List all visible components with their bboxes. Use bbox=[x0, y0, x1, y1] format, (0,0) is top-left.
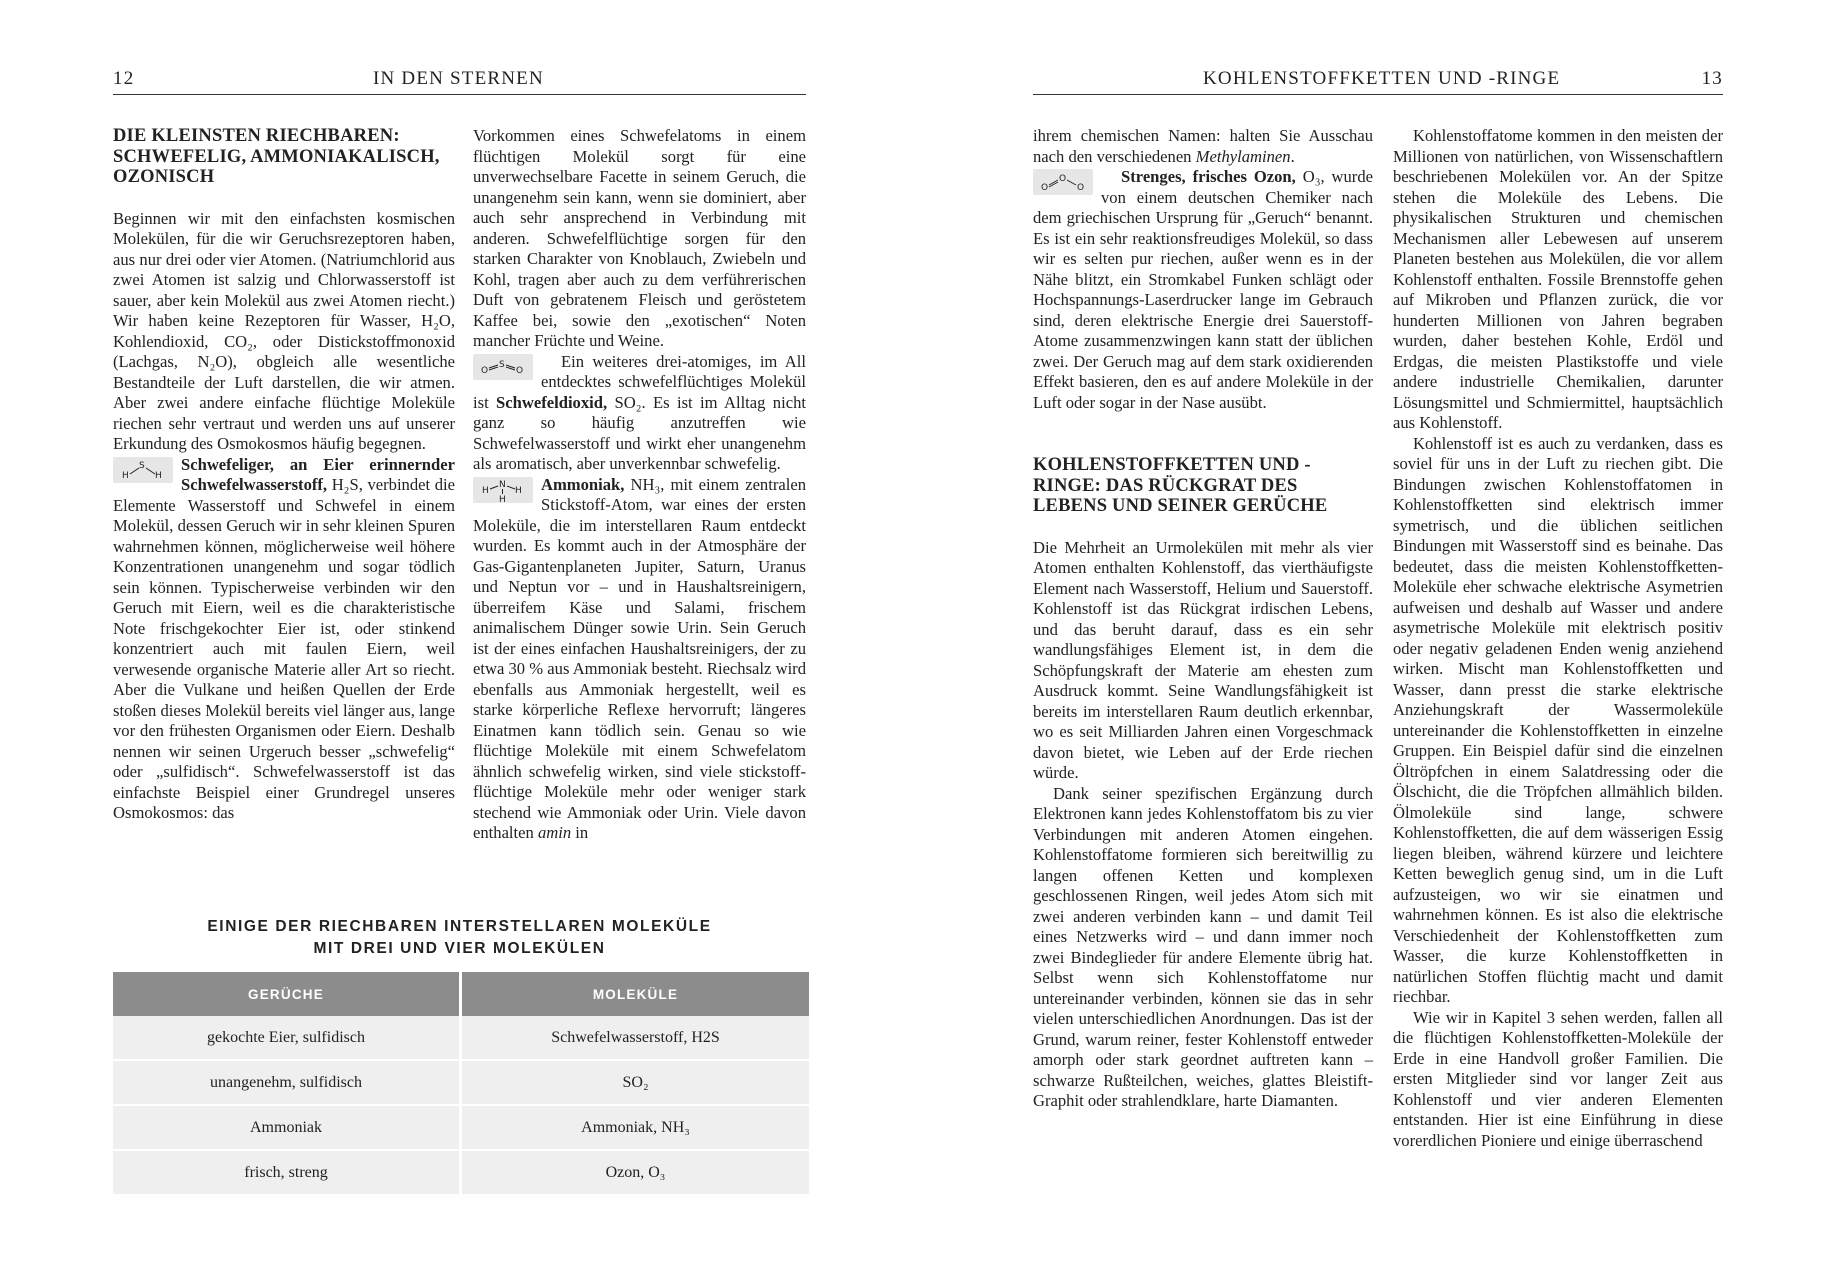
running-head bbox=[1033, 68, 1723, 95]
text-column-2 bbox=[473, 126, 806, 844]
paragraph: Kohlenstoffatome kommen in den meisten der Millionen von natürlichen, von Wissenschaftlern beschriebenen Molekülen vor. An der Spitze stehen die Moleküle des Lebens. Die physikalischen Strukturen und chemischen Mechanismen aller Lebewesen auf unserem Planeten bestehen aus Molekülen, die vor allem Kohlenstoff enthalten. Fossile Brennstoffe gehen auf Mikroben und Pflanzen zurück, die vor hunderten Millionen von Jahren begraben wurden, daher bestehen Kohle, Erdöl und Erdgas, die meisten Plastikstoffe und viele andere industrielle Chemikalien, darunter Lösungsmittel und Schmiermittel, hauptsächlich aus Kohlenstoff. bbox=[1393, 126, 1723, 432]
running-title: IN DEN STERNEN bbox=[373, 68, 544, 89]
spacer bbox=[1033, 413, 1373, 455]
column-header: GERÜCHE bbox=[113, 972, 462, 1016]
paragraph-text: NH₃, mit einem zentralen Stickstoff-Atom, war eines der ersten Moleküle, die im interstellaren Raum entdeckt wurden. Es kommt auch in der Atmosphäre der Gas-Gigantenplaneten Jupiter, Saturn, Uranus und Neptun vor – und in Haushaltsreinigern, überreifem Käse und Salami, frischem animalischem Dünger sowie Urin. Sein Geruch ist der eines einfachen Haushaltsreinigers, der zu etwa 30 % aus Ammoniak besteht. Riechsalz wird ebenfalls aus Ammoniak hergestellt, weil es starke körperliche Reflexe hervorruft; längeres Einatmen kann tödlich sein. Genau so wie flüchtige Moleküle mit einem Schwefelatom ähnlich schwefelig wirken, sind viele stickstoff-flüchtige Moleküle mehr oder weniger stark stechend wie Ammoniak oder Urin. Viele davon enthalten bbox=[473, 474, 806, 842]
paragraph-text: Ein weiteres drei-atomiges, im All entdecktes schwefelflüchtiges Molekül ist bbox=[473, 351, 806, 412]
page-number: 12 bbox=[113, 68, 135, 89]
svg-text:H: H bbox=[122, 470, 129, 481]
svg-text:H: H bbox=[482, 485, 489, 496]
text-column-4 bbox=[1393, 126, 1723, 1151]
paragraph-text: O₃, wurde von einem deutschen Chemiker nach dem griechischen Ursprung für „Geruch“ benannt. Es ist ein sehr reaktionsfreudiges Molekül, so dass wir es selten pur riechen, außer wenn es in der Nähe blitzt, ein Stromkabel Funken schlägt oder Hochspannungs-Laserdrucker lange im Gebrauch sind, deren elektrische Energie drei Sauerstoff-Atome zusammenzwingen kann statt der üblichen zwei. Der Geruch mag auf dem stark oxidierenden Effekt basieren, den es auf andere Moleküle in der Luft oder sogar in der Nase ausübt. bbox=[1033, 167, 1373, 412]
paragraph: Beginnen wir mit den einfachsten kosmischen Molekülen, für die wir Geruchsrezeptoren haben, aus nur drei oder vier Atomen. (Natriumchlorid aus zwei Atomen ist salzig und Chlorwasserstoff ist sauer, aber kein Molekül aus zwei Atomen riecht.) Wir haben keine Rezeptoren für Wasser, H₂O, Kohlendioxid, CO₂, oder Distickstoffmonoxid (Lachgas, N₂O), obgleich alle wesentliche Bestandteile der Luft darstellen, die wir atmen. Aber zwei andere einfache flüchtige Moleküle riechen sehr vertraut und werden uns auf unserer Erkundung des Osmokosmos häufig begegnen. bbox=[113, 208, 455, 453]
text-column-1 bbox=[113, 126, 455, 824]
column-header: MOLEKÜLE bbox=[462, 972, 809, 1016]
paragraph-nh3 bbox=[473, 475, 806, 844]
svg-text:N: N bbox=[499, 479, 506, 490]
svg-text:H: H bbox=[155, 470, 162, 481]
paragraph: Wie wir in Kapitel 3 sehen werden, fallen all die flüchtigen Kohlenstoffketten-Moleküle der Erde in eine Handvoll großer Familien. Die ersten Mitglieder sind vor langer Zeit aus Kohlenstoff und vier anderen Elementen entstanden. Hier ist eine Einführung in diese vorerdlichen Pioniere und einige überraschend bbox=[1393, 1007, 1723, 1150]
table-cell: Ammoniak bbox=[113, 1106, 462, 1151]
table-cell: Schwefelwasserstoff, H2S bbox=[462, 1016, 809, 1061]
page-number: 13 bbox=[1701, 68, 1723, 89]
running-title: KOHLENSTOFFKETTEN UND -RINGE bbox=[1203, 68, 1561, 89]
italic-term: amin bbox=[537, 823, 572, 842]
table-cell: Ozon, O₃ bbox=[462, 1151, 809, 1196]
svg-text:O: O bbox=[1041, 183, 1049, 193]
table-title-line: MIT DREI UND VIER MOLEKÜLEN bbox=[313, 940, 606, 957]
svg-text:O: O bbox=[1077, 183, 1085, 193]
svg-text:H: H bbox=[499, 494, 506, 503]
svg-text:O: O bbox=[481, 365, 489, 376]
svg-text:S: S bbox=[499, 359, 505, 370]
running-head bbox=[113, 68, 806, 95]
table-cell: SO₂ bbox=[462, 1061, 809, 1106]
paragraph-text: H₂S, verbindet die Elemente Wasserstoff und Schwefel in einem Molekül, dessen Geruch wir in sehr kleinen Spuren wahrnehmen können, möglicherweise weil höhere Konzentrationen unangenehm und sogar tödlich sein können. Typischerweise verbinden wir den Geruch mit Eiern, weil es die charakteristische Note frischgekochter Eier ist, oder stinkend konzentriert auch mit faulen Eiern, weil verwesende organische Materie aller Art so riecht. Aber die Vulkane und heißen Quellen der Erde stoßen dieses Molekül bereits viel länger aus, lange vor den frühesten Organismen oder Eiern. Deshalb nennen wir seinen Urgeruch besser „schwefelig“ oder „sulfidisch“. Schwefelwasserstoff ist das einfachste Beispiel einer Grundregel unseres Osmokosmos: das bbox=[113, 475, 455, 822]
table-row bbox=[113, 1151, 809, 1196]
table-row bbox=[113, 1061, 809, 1106]
ozone-molecule-icon bbox=[1033, 169, 1093, 195]
svg-text:H: H bbox=[515, 485, 522, 496]
table-title-line: EINIGE DER RIECHBAREN INTERSTELLAREN MOLEKÜLE bbox=[207, 918, 712, 935]
paragraph bbox=[1033, 126, 1373, 167]
sulfur-dioxide-molecule-icon bbox=[473, 354, 533, 380]
table-cell: gekochte Eier, sulfidisch bbox=[113, 1016, 462, 1061]
bold-term: Ammoniak, bbox=[541, 474, 625, 494]
text-column-3 bbox=[1033, 126, 1373, 1112]
svg-text:O: O bbox=[516, 365, 524, 376]
italic-term: Methylaminen bbox=[1195, 146, 1291, 166]
molecule-table bbox=[113, 972, 809, 1196]
svg-text:O: O bbox=[1059, 174, 1067, 184]
paragraph: Dank seiner spezifischen Ergänzung durch Elektronen kann jedes Kohlenstoffatom bis zu vier Verbindungen mit anderen Atomen eingehen. Kohlenstoffatome formieren sich bereitwillig zu langen offenen Ketten und komplexen geschlossenen Ringen, weil jedes Atom sich mit zwei anderen verbinden kann – und damit Teil eines Netzwerks wird – und dann immer noch zwei Bindeglieder für andere Elemente übrig hat. Selbst wenn sich Kohlenstoffatome nur untereinander verbinden, können sie das in sehr vielen unterschiedlichen Anordnungen. Das ist der Grund, warum reiner, fester Kohlenstoff entweder amorph oder stark geordnet auftreten kann – schwarze Rußteilchen, weiches, glattes Bleistift-Graphit oder strahlendklare, harte Diamanten. bbox=[1033, 783, 1373, 1110]
paragraph-text: . bbox=[1290, 146, 1295, 166]
table-cell: Ammoniak, NH₃ bbox=[462, 1106, 809, 1151]
svg-text:S: S bbox=[139, 460, 145, 471]
bold-term: Schwefeldioxid, bbox=[496, 392, 608, 412]
hydrogen-sulfide-molecule-icon bbox=[113, 457, 173, 483]
section-heading: DIE KLEINSTEN RIECHBAREN: SCHWEFELIG, AMMONIAKALISCH, OZONISCH bbox=[113, 126, 440, 187]
ammonia-molecule-icon bbox=[473, 477, 533, 503]
table-title bbox=[113, 916, 806, 960]
bold-term: Strenges, frisches Ozon, bbox=[1121, 167, 1296, 186]
paragraph-h2s bbox=[113, 455, 455, 824]
paragraph: Die Mehrheit an Urmolekülen mit mehr als vier Atomen enthalten Kohlenstoff, das vierthäufigste Element nach Wasserstoff, Helium und Sauerstoff. Kohlenstoff ist das Rückgrat irdischen Lebens, und das beruht darauf, dass es ein sehr wandlungsfähiges Element ist, in dem die Schöpfungskraft der Materie am ehesten zum Ausdruck kommt. Seine Wandlungsfähigkeit ist bereits im interstellaren Raum deutlich erkennbar, wo es seit Milliarden Jahren einen Vorgeschmack davon bietet, wie Leben auf der Erde riechen würde. bbox=[1033, 537, 1373, 782]
right-page bbox=[915, 0, 1830, 1280]
paragraph: Vorkommen eines Schwefelatoms in einem flüchtigen Molekül sorgt für eine unverwechselbare Facette in seinem Geruch, die unangenehm sein kann, wenn sie dominiert, aber auch sehr ansprechend in Verbindung mit anderen. Schwefelflüchtige sorgen für den starken Charakter von Knoblauch, Zwiebeln und Kohl, tragen aber auch zu dem verführerischen Duft von gebratenem Fleisch und geröstetem Kaffee bei, sowie den „exotischen“ Noten mancher Früchte und Weine. bbox=[473, 126, 806, 350]
paragraph-text: in bbox=[571, 823, 589, 842]
table-cell: frisch, streng bbox=[113, 1151, 462, 1196]
table-cell: unangenehm, sulfidisch bbox=[113, 1061, 462, 1106]
paragraph: Kohlenstoff ist es auch zu verdanken, dass es soviel für uns in der Luft zu riechen gibt. Die Bindungen zwischen Kohlenstoffatomen in Kohlenstoffketten sind elektrisch immer symetrisch, und die üblichen seitlichen Bindungen mit Wasserstoff sind es beinahe. Das bedeutet, dass die meisten Kohlenstoffketten-Moleküle eher schwache elektrische Asymetrien aufweisen und deshalb auf Wasser und andere asymetrische Moleküle mit elektrisch positiv oder negativ geladenen Enden wenig anziehend wirken. Mischt man Kohlenstoffketten und Wasser, dann presst die starke elektrische Anziehungskraft der Wassermoleküle untereinander die Kohlenstoffketten in einzelne Gruppen. Ein Beispiel dafür sind die einzelnen Öltröpfchen in einem Salatdressing oder die Ölschicht, die die Tröpfchen allmählich bilden. Ölmoleküle sind lange, schwere Kohlenstoffketten, die auf dem wässerigen Essig liegen bleiben, während kürzere und leichtere Ketten beweglich genug sind, um in die Luft aufzusteigen, wo wir sie einatmen und wahrnehmen können. Es ist also die elektrische Verschiedenheit der Kohlenstoffketten zum Wasser, die kurze Kohlenstoffketten in natürlichen Stoffen flüchtig macht und damit riechbar. bbox=[1393, 433, 1723, 1006]
paragraph-text: ihrem chemischen Namen: halten Sie Ausschau nach den verschiedenen bbox=[1033, 126, 1373, 166]
table-header-row bbox=[113, 972, 809, 1016]
section-heading: KOHLENSTOFFKETTEN UND -RINGE: DAS RÜCKGRAT DES LEBENS UND SEINER GERÜCHE bbox=[1033, 455, 1328, 516]
paragraph-text: SO₂. Es ist im Alltag nicht ganz so häufig anzutreffen wie Schwefelwasserstoff und wirkt eher unangenehm als aromatisch, aber unverkennbar schwefelig. bbox=[473, 392, 806, 473]
paragraph-ozone bbox=[1033, 167, 1373, 413]
table-row bbox=[113, 1016, 809, 1061]
paragraph-so2 bbox=[473, 352, 806, 475]
table-row bbox=[113, 1106, 809, 1151]
bold-term: Schwefeliger, an Eier erinnernder Schwefelwasserstoff, bbox=[181, 454, 455, 494]
